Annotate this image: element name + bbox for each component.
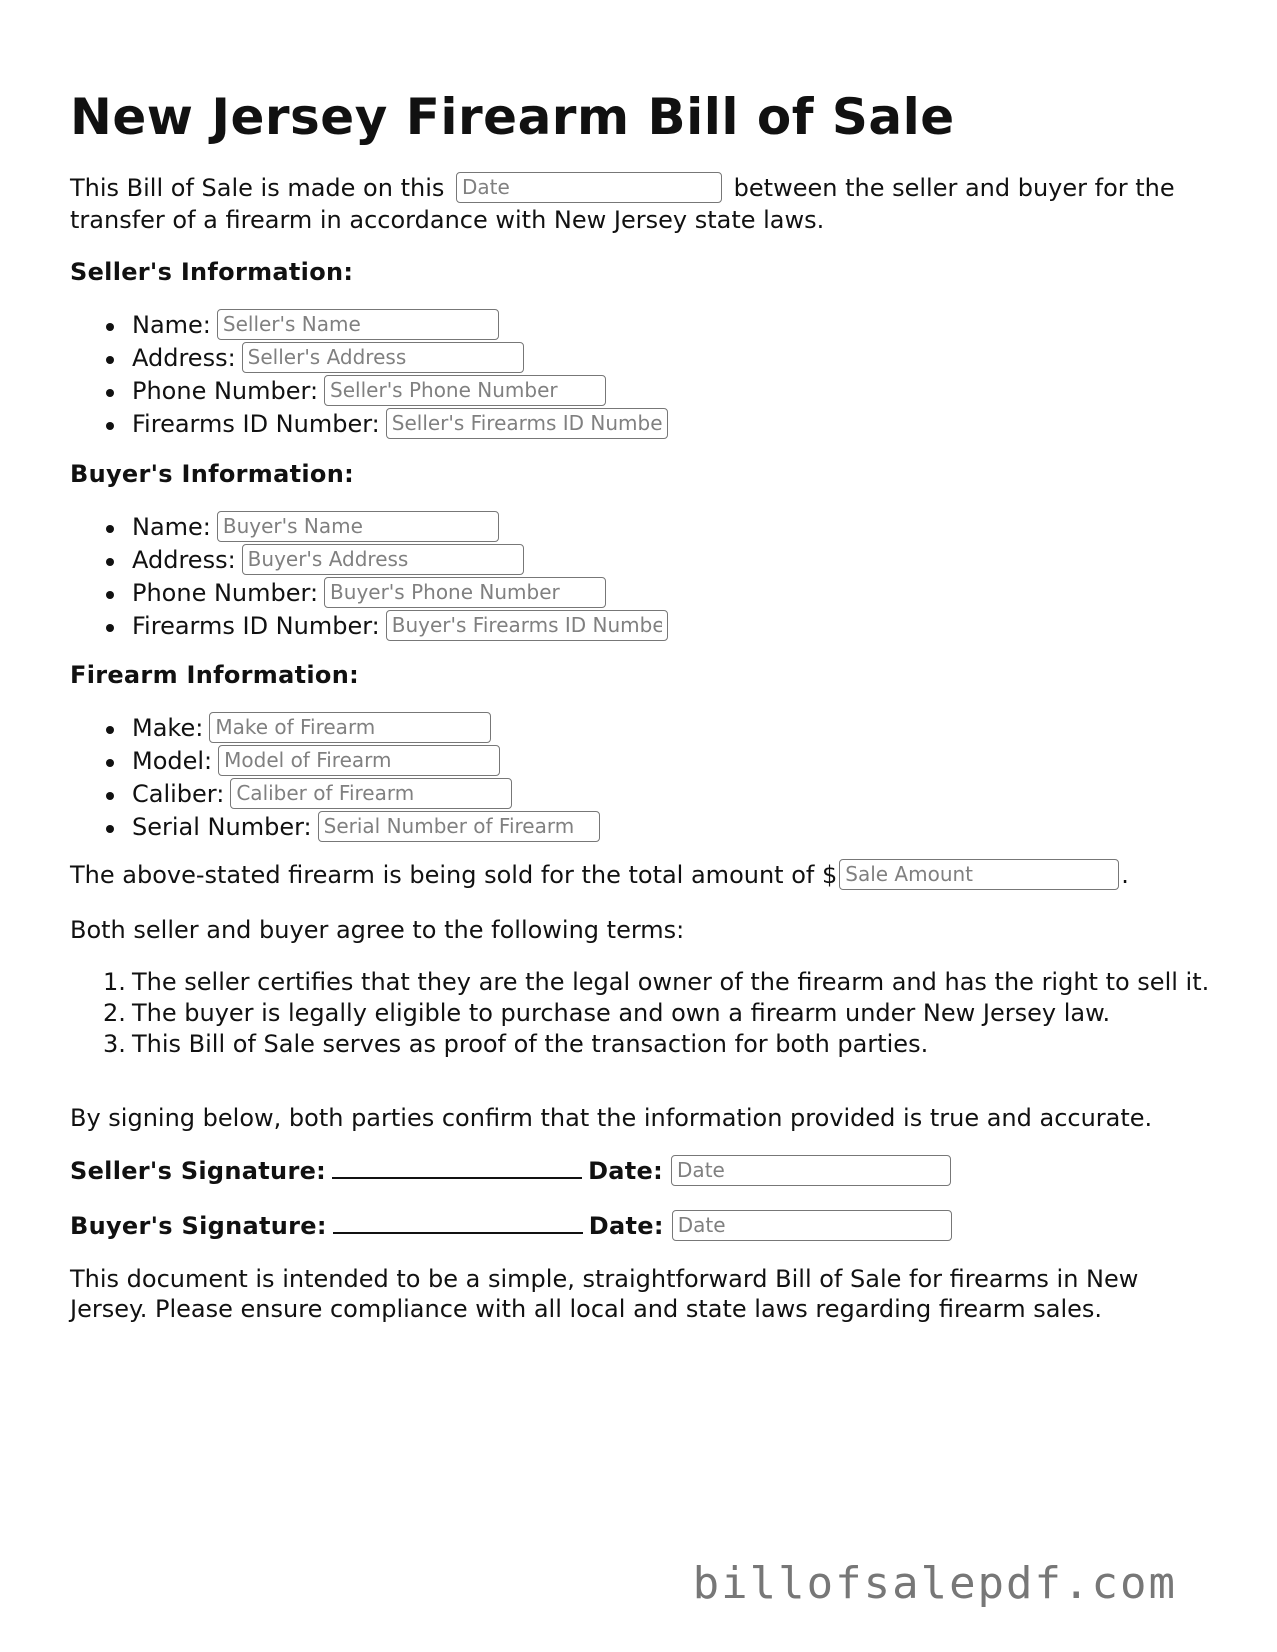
buyer-date-label: Date:: [588, 1212, 664, 1240]
buyer-address-label: Address:: [132, 546, 236, 574]
buyer-signature-line[interactable]: [333, 1210, 583, 1234]
buyer-signature-label: Buyer's Signature:: [70, 1212, 327, 1240]
term-item: [70, 1030, 1210, 1058]
seller-firearms-id-label: Firearms ID Number:: [132, 410, 380, 438]
seller-phone-item: [70, 375, 668, 408]
term-number: 1.: [103, 968, 126, 996]
buyer-phone-label: Phone Number:: [132, 579, 319, 607]
firearm-model-item: [70, 745, 600, 778]
buyer-name-item: [70, 511, 668, 544]
firearm-heading: Firearm Information:: [70, 661, 359, 689]
buyer-firearms-id-item: [70, 610, 668, 643]
firearm-serial-field[interactable]: [318, 811, 600, 842]
seller-name-item: [70, 309, 668, 342]
seller-date-field[interactable]: [671, 1155, 951, 1186]
term-number: 3.: [103, 1030, 126, 1058]
seller-fields-list: [70, 309, 668, 441]
seller-name-label: Name:: [132, 311, 211, 339]
buyer-fields-list: [70, 511, 668, 643]
firearm-caliber-field[interactable]: [230, 778, 512, 809]
firearm-make-field[interactable]: [209, 712, 491, 743]
buyer-firearms-id-field[interactable]: [386, 610, 668, 641]
term-text: This Bill of Sale serves as proof of the transaction for both parties.: [132, 1030, 929, 1058]
seller-address-field[interactable]: [242, 342, 524, 373]
sale-amount-paragraph: [70, 859, 1210, 891]
sale-amount-field[interactable]: [839, 859, 1119, 890]
sale-text-before: The above-stated firearm is being sold for the total amount of $: [70, 861, 838, 889]
seller-phone-label: Phone Number:: [132, 377, 319, 405]
firearm-serial-label: Serial Number:: [132, 813, 312, 841]
footer-note: This document is intended to be a simple, straightforward Bill of Sale for firearms in New Jersey. Please ensure compliance with all local and state laws regarding firearm sales.: [70, 1265, 1139, 1323]
buyer-phone-item: [70, 577, 668, 610]
buyer-name-label: Name:: [132, 513, 211, 541]
buyer-date-field[interactable]: [672, 1210, 952, 1241]
seller-address-label: Address:: [132, 344, 236, 372]
terms-list: [70, 968, 1210, 1061]
seller-signature-line[interactable]: [332, 1155, 582, 1179]
firearm-caliber-item: [70, 778, 600, 811]
term-number: 2.: [103, 999, 126, 1027]
seller-name-field[interactable]: [217, 309, 499, 340]
term-item: [70, 968, 1210, 996]
buyer-signature-row: [70, 1210, 952, 1241]
term-item: [70, 999, 1210, 1027]
intro-text-before: This Bill of Sale is made on this: [70, 174, 445, 202]
buyer-phone-field[interactable]: [324, 577, 606, 608]
term-text: The buyer is legally eligible to purchase and own a firearm under New Jersey law.: [132, 999, 1111, 1027]
seller-signature-label: Seller's Signature:: [70, 1157, 327, 1185]
seller-firearms-id-field[interactable]: [386, 408, 668, 439]
firearm-model-field[interactable]: [218, 745, 500, 776]
confirmation-paragraph: By signing below, both parties confirm that the information provided is true and accurate.: [70, 1104, 1153, 1132]
intro-text-after: between the seller and buyer for the transfer of a firearm in accordance with New Jersey state laws.: [70, 174, 1175, 234]
seller-firearms-id-item: [70, 408, 668, 441]
seller-signature-row: [70, 1155, 951, 1186]
firearm-make-label: Make:: [132, 714, 204, 742]
firearm-serial-item: [70, 811, 600, 844]
seller-heading: Seller's Information:: [70, 258, 354, 286]
page-title: New Jersey Firearm Bill of Sale: [70, 88, 955, 146]
intro-paragraph: [70, 172, 1210, 236]
firearm-caliber-label: Caliber:: [132, 780, 225, 808]
buyer-address-item: [70, 544, 668, 577]
intro-date-field[interactable]: [456, 172, 722, 203]
buyer-address-field[interactable]: [242, 544, 524, 575]
term-text: The seller certifies that they are the legal owner of the firearm and has the right to sell it.: [132, 968, 1210, 996]
buyer-heading: Buyer's Information:: [70, 460, 354, 488]
firearm-make-item: [70, 712, 600, 745]
terms-intro: Both seller and buyer agree to the following terms:: [70, 916, 685, 944]
seller-phone-field[interactable]: [324, 375, 606, 406]
firearm-fields-list: [70, 712, 600, 844]
buyer-firearms-id-label: Firearms ID Number:: [132, 612, 380, 640]
buyer-name-field[interactable]: [217, 511, 499, 542]
seller-date-label: Date:: [588, 1157, 664, 1185]
seller-address-item: [70, 342, 668, 375]
firearm-model-label: Model:: [132, 747, 213, 775]
sale-text-after: .: [1121, 861, 1129, 889]
watermark-logo: billofsalepdf.com: [692, 1558, 1177, 1609]
